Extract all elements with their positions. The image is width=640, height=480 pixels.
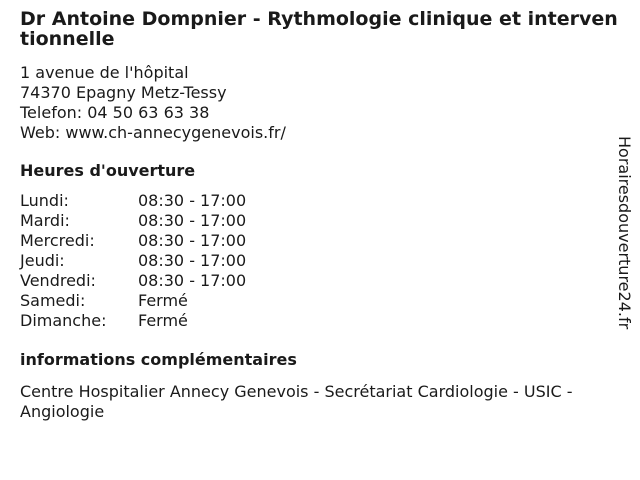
day-hours: 08:30 - 17:00 <box>138 191 247 210</box>
page-title: Dr Antoine Dompnier - Rythmologie clinique et interventionnelle <box>20 8 618 50</box>
day-hours: Fermé <box>138 291 188 310</box>
day-hours: Fermé <box>138 311 188 330</box>
side-brand-watermark: Horairesdouverture24.fr <box>615 136 634 330</box>
hours-row-mardi <box>20 211 620 231</box>
address-block <box>20 63 620 143</box>
phone-number: Telefon: 04 50 63 63 38 <box>20 103 210 122</box>
hours-row-samedi <box>20 291 620 311</box>
city-address: 74370 Epagny Metz-Tessy <box>20 83 227 102</box>
day-label: Samedi: <box>20 291 86 310</box>
hours-row-lundi <box>20 191 620 211</box>
day-hours: 08:30 - 17:00 <box>138 231 247 250</box>
day-label: Lundi: <box>20 191 69 210</box>
day-label: Dimanche: <box>20 311 107 330</box>
day-label: Mardi: <box>20 211 70 230</box>
business-listing <box>20 9 620 422</box>
hours-row-jeudi <box>20 251 620 271</box>
day-label: Jeudi: <box>20 251 65 270</box>
day-hours: 08:30 - 17:00 <box>138 271 247 290</box>
hours-table <box>20 191 620 331</box>
hours-heading: Heures d'ouverture <box>20 161 196 180</box>
day-hours: 08:30 - 17:00 <box>138 251 247 270</box>
hours-row-mercredi <box>20 231 620 251</box>
day-hours: 08:30 - 17:00 <box>138 211 247 230</box>
hours-row-vendredi <box>20 271 620 291</box>
day-label: Vendredi: <box>20 271 96 290</box>
website: Web: www.ch-annecygenevois.fr/ <box>20 123 286 142</box>
street-address: 1 avenue de l'hôpital <box>20 63 189 82</box>
info-heading: informations complémentaires <box>20 350 297 369</box>
info-text: Centre Hospitalier Annecy Genevois - Secrétariat Cardiologie - USIC - Angiologie <box>20 382 573 421</box>
hours-row-dimanche <box>20 311 620 331</box>
day-label: Mercredi: <box>20 231 95 250</box>
